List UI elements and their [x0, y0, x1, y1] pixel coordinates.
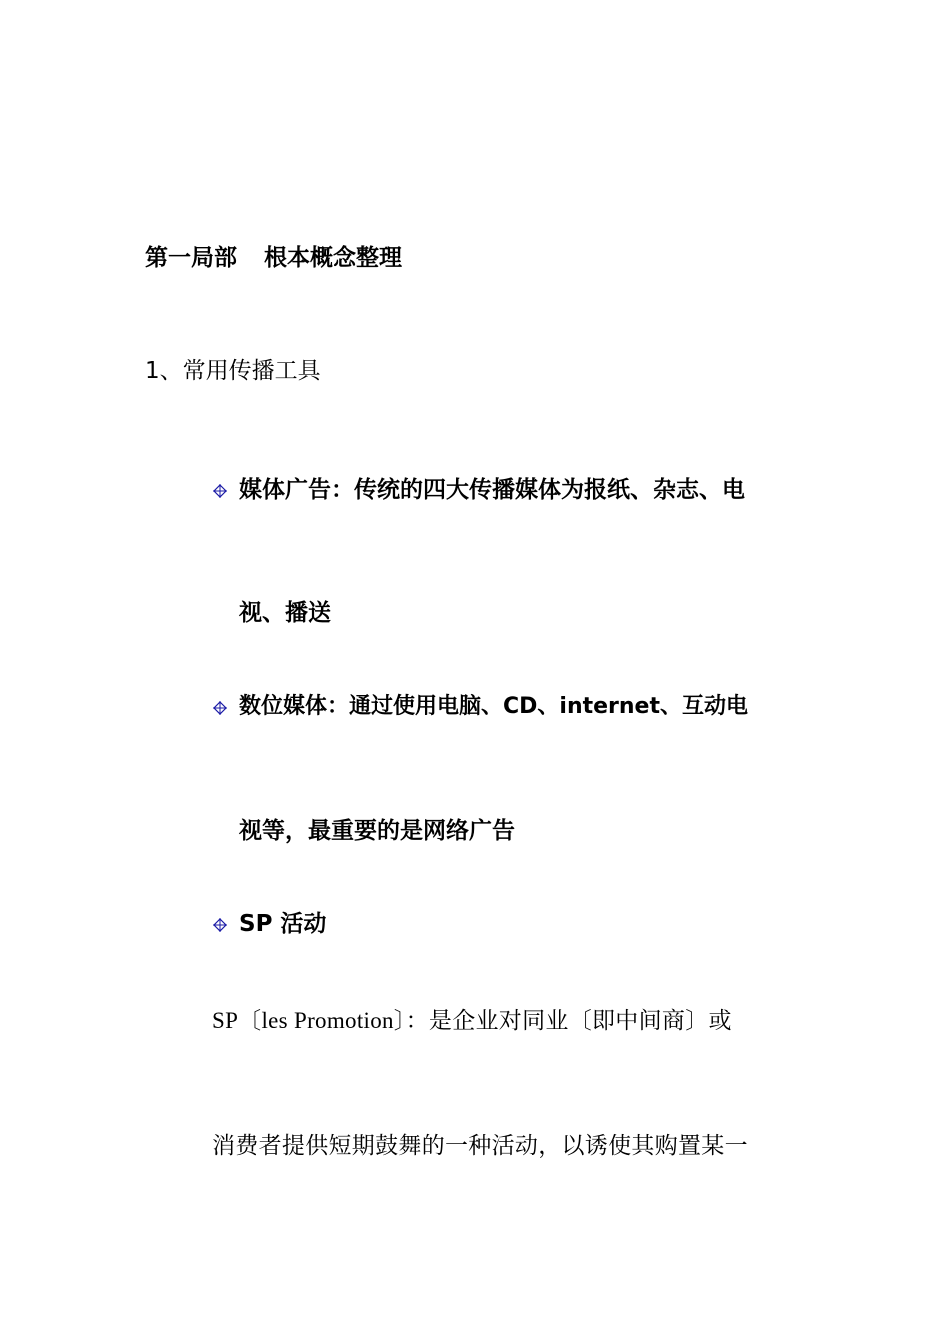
bullet-media-ads-line1: 媒体广告：传统的四大传播媒体为报纸、杂志、电: [239, 477, 745, 503]
section-title: [145, 243, 402, 273]
bullet-digital-media-line2: 视等，最重要的是网络广告: [239, 818, 515, 844]
heading-common-tools: 1、常用传播工具: [145, 358, 321, 384]
diamond-crosshair-icon: [213, 701, 227, 715]
bullet-sp-activity: SP 活动: [239, 911, 327, 937]
bullet-digital-media-line1: 数位媒体：通过使用电脑、CD、internet、互动电: [239, 694, 748, 719]
bullet-media-ads-line2: 视、播送: [239, 600, 331, 626]
section-title-part: 第一局部: [145, 245, 237, 271]
paragraph-sp-definition-line1: SP〔les Promotion〕：是企业对同业〔即中间商〕或: [212, 1008, 732, 1033]
paragraph-sp-definition-line2: 消费者提供短期鼓舞的一种活动，以诱使其购置某一: [212, 1133, 748, 1158]
section-subtitle: 根本概念整理: [264, 245, 402, 271]
diamond-crosshair-icon: [213, 918, 227, 932]
diamond-crosshair-icon: [213, 484, 227, 498]
